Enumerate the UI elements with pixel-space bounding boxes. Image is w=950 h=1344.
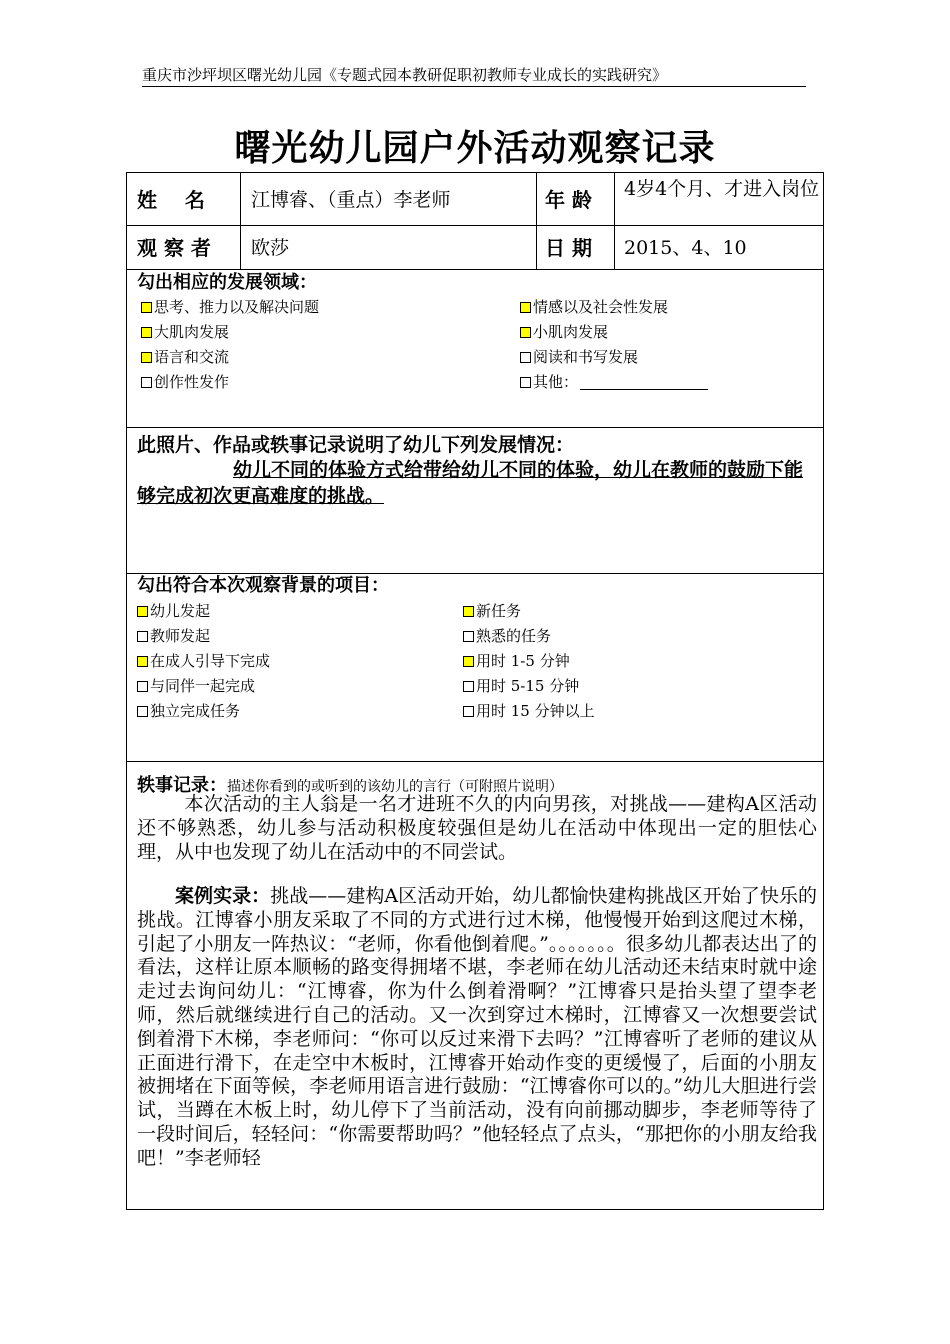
- page-header: 重庆市沙坪坝区曙光幼儿园《专题式园本教研促职初教师专业成长的实践研究》: [142, 64, 806, 87]
- checkbox-option[interactable]: [520, 372, 708, 392]
- checkbox-option[interactable]: [520, 297, 668, 317]
- checkbox-option[interactable]: [137, 601, 210, 621]
- option-label: 情感以及社会性发展: [533, 298, 669, 316]
- row-divider: [127, 427, 823, 428]
- checkbox-option[interactable]: [463, 701, 595, 721]
- option-label: 幼儿发起: [150, 602, 211, 620]
- checkbox-icon[interactable]: [463, 631, 474, 642]
- option-label: 与同伴一起完成: [150, 677, 256, 695]
- checkbox-option[interactable]: [137, 701, 240, 721]
- case-label: 案例实录：: [175, 885, 271, 907]
- col-divider: [536, 173, 537, 269]
- background-title: 勾出符合本次观察背景的项目：: [137, 575, 389, 596]
- observer-label: 观 察 者: [137, 236, 211, 260]
- option-label: 在成人引导下完成: [150, 652, 271, 670]
- option-label: 小肌肉发展: [533, 323, 609, 341]
- checkbox-option[interactable]: [463, 651, 570, 671]
- checkbox-option[interactable]: [141, 322, 229, 342]
- row-divider: [127, 269, 823, 270]
- checkbox-icon[interactable]: [137, 706, 148, 717]
- checkbox-icon[interactable]: [141, 377, 152, 388]
- record-form: [126, 172, 824, 1210]
- option-label: 创作性发作: [154, 373, 230, 391]
- development-text: [137, 457, 817, 509]
- date-value: 2015、4、10: [624, 237, 747, 259]
- checkbox-icon[interactable]: [137, 681, 148, 692]
- checkbox-option[interactable]: [141, 347, 229, 367]
- checkbox-option[interactable]: [137, 651, 270, 671]
- row-divider: [127, 225, 823, 226]
- anecdote-intro: 本次活动的主人翁是一名才进班不久的内向男孩，对挑战——建构A区活动还不够熟悉，幼儿参与活动积极度较强但是幼儿在活动中体现出一定的胆怯心理，从中也发现了幼儿在活动中的不同尝试。: [137, 793, 817, 863]
- name-label: 姓 名: [137, 188, 205, 212]
- row-divider: [127, 761, 823, 762]
- date-label: 日 期: [545, 236, 592, 260]
- option-label: 用时 15 分钟以上: [476, 702, 595, 720]
- case-text: 挑战——建构A区活动开始，幼儿都愉快建构挑战区开始了快乐的挑战。江博睿小朋友采取了不同的方式进行过木梯，他慢慢开始到这爬过木梯，引起了小朋友一阵热议：“老师，你看他倒着爬。”。。。。。。。很多幼儿都表达出了的看法，这样让原本顺畅的路变得拥堵不堪，李老师在幼儿活动还未结束时就中途走过去询问幼儿：“江博睿，你为什么倒着滑啊？”江博睿只是抬头望了望李老师，然后就继续进行自己的活动。又一次到穿过木梯时，江博睿又一次想要尝试倒着滑下木梯，李老师问：“你可以反过来滑下去吗？”江博睿听了老师的建议从正面进行滑下，在走空中木板时，江博睿开始动作变的更缓慢了，后面的小朋友被拥堵在下面等候，李老师用语言进行鼓励：“江博睿你可以的。”幼儿大胆进行尝试，当蹲在木板上时，幼儿停下了当前活动，没有向前挪动脚步，李老师等待了一段时间后，轻轻问：“你需要帮助吗？”他轻轻点了点头，“那把你的小朋友给我吧！”李老师轻: [137, 885, 817, 1169]
- development-title: 此照片、作品或轶事记录说明了幼儿下列发展情况：: [137, 434, 575, 456]
- option-label: 其他：: [533, 373, 579, 391]
- checkbox-option[interactable]: [520, 347, 638, 367]
- option-label: 用时 1-5 分钟: [476, 652, 570, 670]
- checkbox-option[interactable]: [463, 601, 521, 621]
- checkbox-option[interactable]: [137, 676, 255, 696]
- col-divider: [240, 173, 241, 269]
- option-label: 新任务: [476, 602, 522, 620]
- domains-title: 勾出相应的发展领域：: [137, 272, 317, 293]
- checkbox-icon[interactable]: [463, 706, 474, 717]
- checked-box-icon[interactable]: [463, 656, 474, 667]
- checked-box-icon[interactable]: [520, 302, 531, 313]
- observer-value: 欧莎: [251, 237, 290, 259]
- other-fill-line[interactable]: [580, 374, 708, 390]
- option-label: 大肌肉发展: [154, 323, 230, 341]
- checkbox-option[interactable]: [141, 297, 319, 317]
- anecdote-case: [137, 885, 817, 1171]
- checked-box-icon[interactable]: [137, 656, 148, 667]
- option-label: 熟悉的任务: [476, 627, 552, 645]
- checkbox-icon[interactable]: [463, 681, 474, 692]
- anecdote-hint: 描述你看到的或听到的该幼儿的言行（可附照片说明）: [227, 779, 563, 795]
- checkbox-option[interactable]: [141, 372, 229, 392]
- checked-box-icon[interactable]: [137, 606, 148, 617]
- option-label: 教师发起: [150, 627, 211, 645]
- checkbox-option[interactable]: [463, 626, 551, 646]
- option-label: 语言和交流: [154, 348, 230, 366]
- col-divider: [614, 173, 615, 269]
- checkbox-option[interactable]: [463, 676, 579, 696]
- checked-box-icon[interactable]: [520, 327, 531, 338]
- anecdote-title: 轶事记录：: [137, 775, 227, 796]
- checked-box-icon[interactable]: [463, 606, 474, 617]
- option-label: 用时 5-15 分钟: [476, 677, 580, 695]
- row-divider: [127, 573, 823, 574]
- checked-box-icon[interactable]: [141, 302, 152, 313]
- option-label: 阅读和书写发展: [533, 348, 639, 366]
- development-text-content: 幼儿不同的体验方式给带给幼儿不同的体验，幼儿在教师的鼓励下能够完成初次更高难度的挑战。: [137, 459, 804, 507]
- checkbox-option[interactable]: [520, 322, 608, 342]
- name-value: 江博睿、（重点）李老师: [251, 189, 451, 211]
- option-label: 思考、推力以及解决问题: [154, 298, 320, 316]
- age-label: 年 龄: [545, 188, 592, 212]
- checked-box-icon[interactable]: [141, 327, 152, 338]
- document-title: 曙光幼儿园户外活动观察记录: [234, 128, 716, 169]
- option-label: 独立完成任务: [150, 702, 241, 720]
- checkbox-icon[interactable]: [520, 377, 531, 388]
- checkbox-icon[interactable]: [520, 352, 531, 363]
- checkbox-icon[interactable]: [137, 631, 148, 642]
- age-value: 4岁4个月、才进入岗位: [624, 178, 820, 200]
- checkbox-option[interactable]: [137, 626, 210, 646]
- checked-box-icon[interactable]: [141, 352, 152, 363]
